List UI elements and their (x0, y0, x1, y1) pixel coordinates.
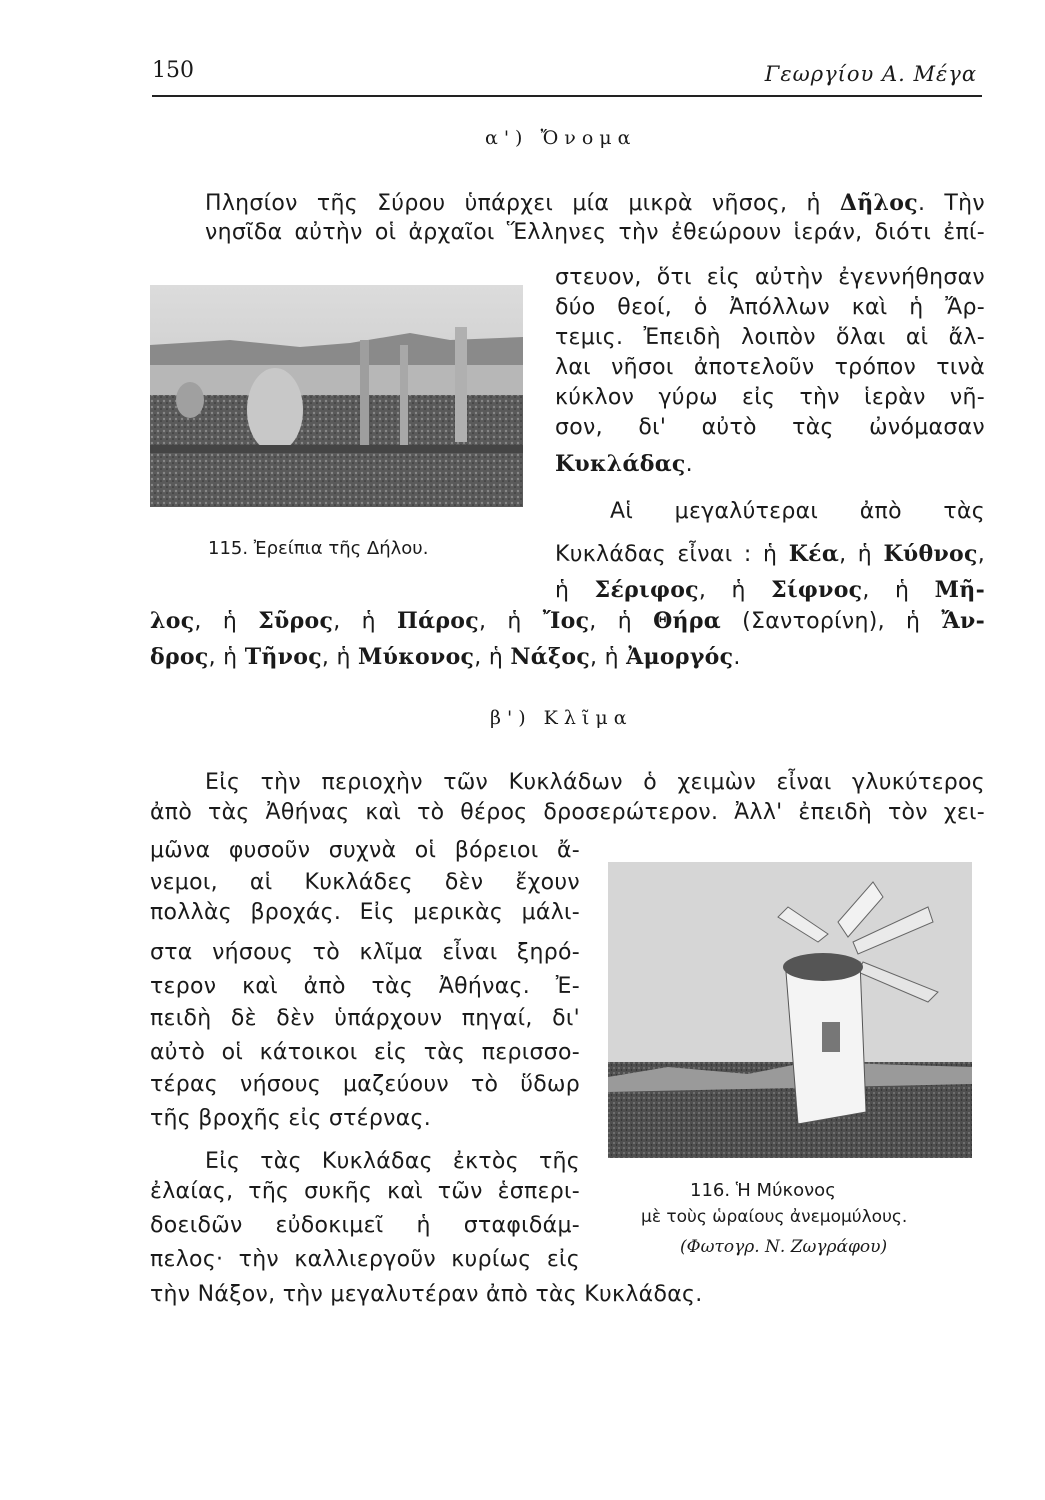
text-run: , ἡ (478, 609, 543, 634)
text-run: , ἡ (839, 542, 884, 567)
text-run: , ἡ (474, 645, 511, 670)
text-run: , ἡ (333, 609, 398, 634)
text-run: στα νήσους τὸ κλῖμα εἶναι ξηρό- (150, 940, 580, 965)
text-run: κύκλον γύρω εἰς τὴν ἱερὰν νῆ- (555, 385, 985, 410)
bold-term: Ἄν- (941, 608, 986, 634)
delos-ruins-illustration (150, 285, 523, 507)
section-a-line (555, 383, 985, 413)
section-b-line (150, 868, 580, 898)
text-run: (Σαντορίνη), ἡ (721, 609, 942, 634)
text-run: , ἡ (589, 609, 654, 634)
section-b-line (150, 1211, 580, 1241)
text-run: αὐτὸ οἱ κάτοικοι εἰς τὰς περισσο- (150, 1040, 580, 1065)
bold-term: Σίφνος (771, 577, 863, 603)
text-run: τέρας νήσους μαζεύουν τὸ ὕδωρ (150, 1072, 580, 1097)
section-a-line (555, 293, 985, 323)
text-run: τερον καὶ ἀπὸ τὰς Ἀθήνας. Ἐ- (150, 974, 580, 999)
text-run: , ἡ (590, 645, 627, 670)
section-a-line (610, 497, 985, 527)
text-run: , ἡ (194, 609, 259, 634)
text-run: τεμις. Ἐπειδὴ λοιπὸν ὅλαι αἱ ἄλ- (555, 325, 985, 350)
text-run: δοειδῶν εὐδοκιμεῖ ἡ σταφιδάμ- (150, 1213, 580, 1238)
page-number: 150 (152, 58, 194, 83)
text-run: . (685, 452, 693, 477)
bold-term: Σῦρος (258, 608, 334, 634)
caption-115: 115. Ἐρείπια τῆς Δήλου. (208, 538, 429, 559)
photo-mykonos-windmills (608, 862, 972, 1158)
section-a-line (555, 263, 985, 293)
bold-term: Νάξος (510, 644, 591, 670)
text-run: λαι νῆσοι ἀποτελοῦν τρόπον τινὰ (555, 355, 985, 380)
bold-term: Κύθνος (883, 541, 978, 567)
bold-term: Πάρος (397, 608, 479, 634)
text-run: , ἡ (208, 645, 245, 670)
text-run: , (977, 542, 985, 567)
text-run: , ἡ (321, 645, 359, 670)
text-run: ἡ (555, 578, 595, 603)
bold-term: Θήρα (653, 608, 721, 634)
text-run: . (733, 645, 741, 670)
section-a-line (555, 353, 985, 383)
text-run: Πλησίον τῆς Σύρου ὑπάρχει μία μικρὰ νῆσος, ἡ (205, 191, 840, 216)
bold-term: Κέα (788, 541, 840, 567)
section-a-line (555, 323, 985, 353)
section-a-line (555, 413, 985, 443)
bold-term: Δῆλος (839, 190, 918, 216)
photo-delos-ruins (150, 285, 523, 507)
section-b-line (205, 1147, 580, 1177)
text-run: ἐλαίας, τῆς συκῆς καὶ τῶν ἑσπερι- (150, 1179, 580, 1204)
text-run: Αἱ μεγαλύτεραι ἀπὸ τὰς (610, 499, 985, 524)
text-run: ἀπὸ τὰς Ἀθήνας καὶ τὸ θέρος δροσερώτερον. Ἀλλ' ἐπειδὴ τὸν χει- (150, 800, 985, 825)
caption-116-line1: 116. Ἡ Μύκονος (690, 1180, 836, 1201)
running-head-author: Γεωργίου Α. Μέγα (764, 62, 977, 86)
section-a-line (150, 642, 985, 673)
caption-116-line2: μὲ τοὺς ὡραίους ἀνεμομύλους. (641, 1207, 908, 1227)
bold-term: δρος (150, 644, 209, 670)
bold-term: Ἴος (542, 608, 590, 634)
section-b-line (150, 1038, 580, 1068)
section-b-line (150, 1104, 460, 1134)
bold-term: Μύκονος (358, 644, 475, 670)
text-run: τὴν Νάξον, τὴν μεγαλυτέραν ἀπὸ τὰς Κυκλάδας. (150, 1282, 703, 1307)
text-run: μῶνα φυσοῦν συχνὰ οἱ βόρειοι ἄ- (150, 838, 580, 863)
text-run: σον, δι' αὐτὸ τὰς ὠνόμασαν (555, 415, 985, 440)
text-run: , ἡ (698, 578, 772, 603)
text-run: , ἡ (862, 578, 935, 603)
text-run: . Τὴν (917, 191, 985, 216)
text-run: στευον, ὅτι εἰς αὐτὴν ἐγεννήθησαν (555, 265, 985, 290)
text-run: νησῖδα αὐτὴν οἱ ἀρχαῖοι Ἕλληνες τὴν ἐθεώρουν ἱεράν, διότι ἐπί- (205, 220, 985, 245)
bold-term: Τῆνος (244, 644, 322, 670)
section-a-line (555, 449, 755, 480)
text-run: νεμοι, αἱ Κυκλάδες δὲν ἔχουν (150, 870, 580, 895)
mykonos-windmill-illustration (608, 862, 972, 1158)
bold-term: Κυκλάδας (555, 451, 686, 477)
section-b-line (150, 898, 580, 928)
bold-term: λος (150, 608, 195, 634)
text-run: πειδὴ δὲ δὲν ὑπάρχουν πηγαί, δι' (150, 1006, 580, 1031)
section-b-title: β') Κλῖμα (490, 707, 633, 729)
section-b-line (150, 938, 580, 968)
section-b-line (205, 768, 985, 798)
section-a-line (205, 218, 985, 248)
section-b-line (150, 1280, 800, 1310)
section-a-line (205, 188, 985, 219)
section-b-line (150, 836, 580, 866)
section-b-line (150, 1177, 580, 1207)
section-a-title: α') Ὄνομα (485, 127, 637, 149)
text-run: Κυκλάδας εἶναι : ἡ (555, 542, 789, 567)
photo-credit: (Φωτογρ. Ν. Ζωγράφου) (680, 1237, 888, 1257)
bold-term: Ἀμοργός (626, 644, 734, 670)
section-b-line (150, 1245, 580, 1275)
text-run: πελος· τὴν καλλιεργοῦν κυρίως εἰς (150, 1247, 580, 1272)
text-run: πολλὰς βροχάς. Εἰς μερικὰς μάλι- (150, 900, 580, 925)
text-run: Εἰς τὴν περιοχὴν τῶν Κυκλάδων ὁ χειμὼν εἶναι γλυκύτερος (205, 770, 985, 795)
section-b-line (150, 1004, 580, 1034)
bold-term: Σέριφος (594, 577, 699, 603)
bold-term: Μῆ- (934, 577, 986, 603)
section-b-line (150, 972, 580, 1002)
text-run: Εἰς τὰς Κυκλάδας ἐκτὸς τῆς (205, 1149, 580, 1174)
text-run: δύο θεοί, ὁ Ἀπόλλων καὶ ἡ Ἄρ- (555, 295, 985, 320)
section-a-line (555, 575, 985, 606)
text-run: τῆς βροχῆς εἰς στέρνας. (150, 1106, 431, 1131)
section-a-line (555, 539, 985, 570)
section-b-line (150, 798, 985, 828)
section-a-line (150, 606, 985, 637)
section-b-line (150, 1070, 580, 1100)
header-rule (152, 95, 982, 97)
